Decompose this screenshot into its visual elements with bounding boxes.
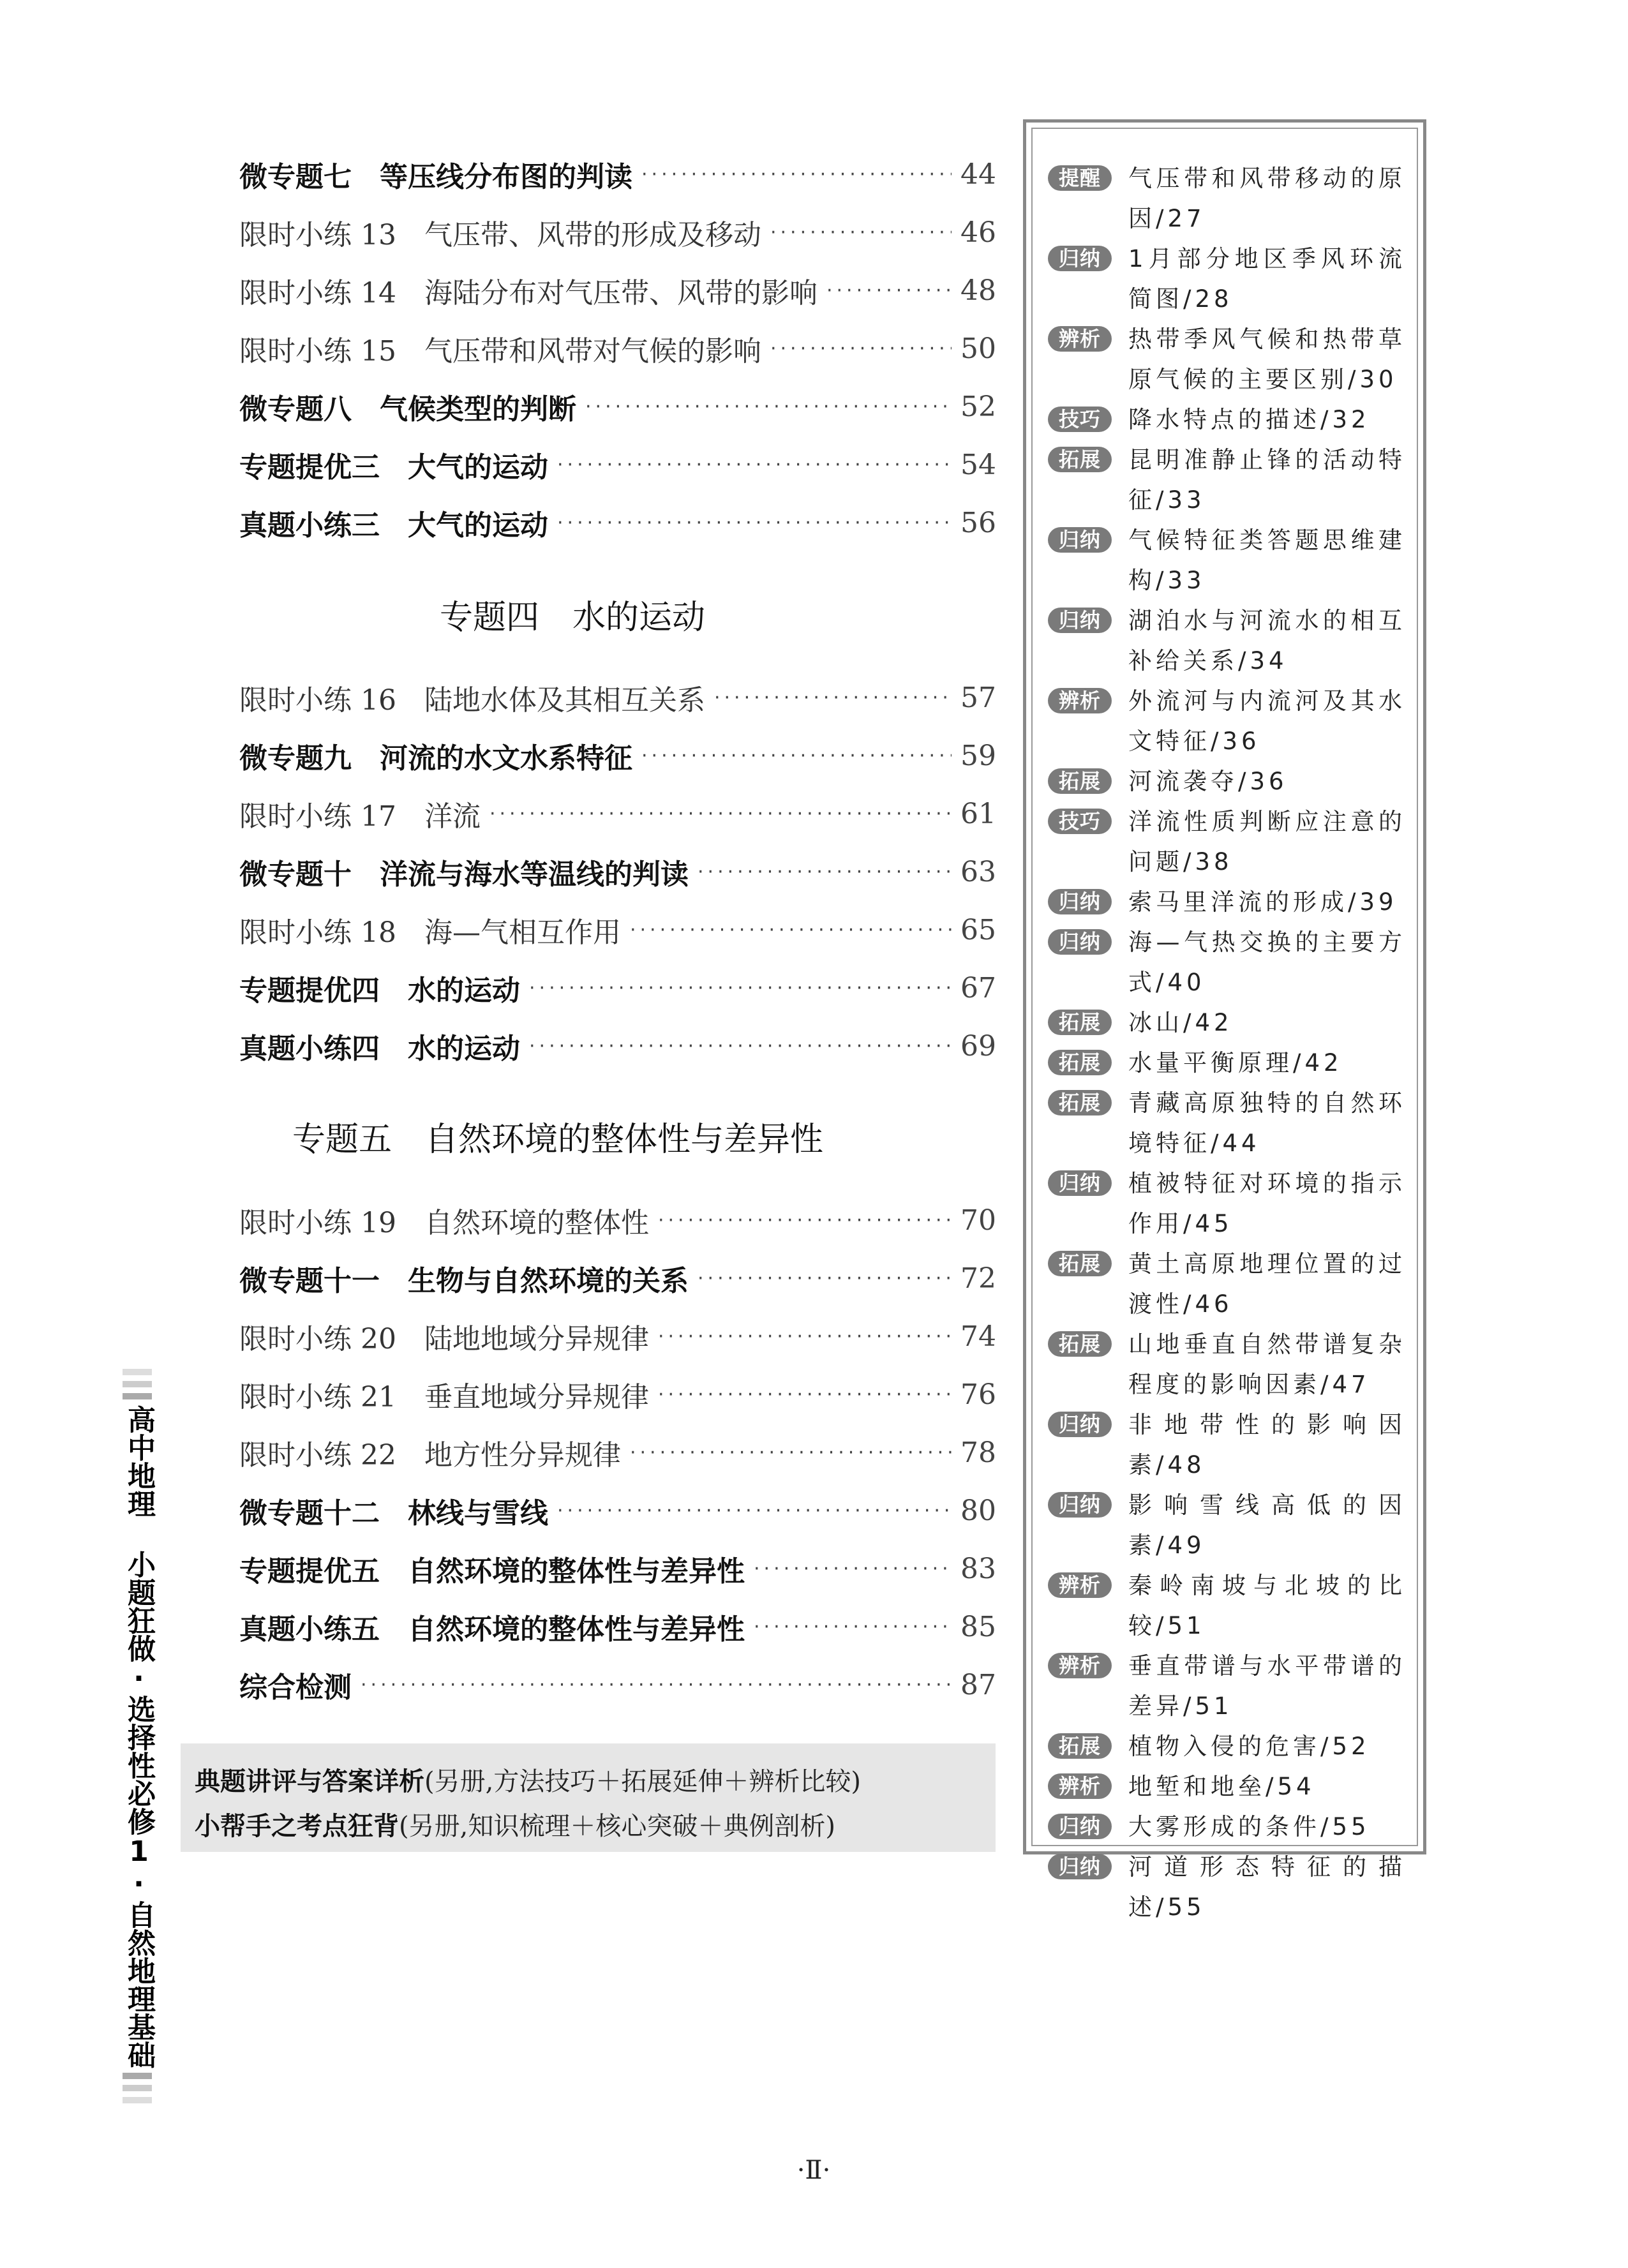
tip-item[interactable] [1048,761,1412,802]
tip-text: 气候特征类答题思维建构/33 [1128,526,1406,594]
toc-entry-page: 67 [960,971,996,1004]
dot-leader [698,1267,952,1290]
decor-bar [123,1381,152,1387]
tip-text: 索马里洋流的形成/39 [1128,888,1398,916]
decor-bar [123,2097,152,2103]
toc-entry-title: 专题提优三 大气的运动 [239,451,548,484]
tip-text: 大雾形成的条件/55 [1128,1813,1370,1840]
dot-leader [658,1325,952,1348]
toc-entry-page: 44 [960,158,996,191]
dot-leader [361,1674,952,1696]
tip-item[interactable] [1048,882,1412,922]
tip-text: 河流袭夺/36 [1128,768,1288,795]
tip-tag-badge: 辨析 [1048,688,1112,713]
toc-entry[interactable] [239,387,996,426]
toc-entry[interactable] [239,1027,996,1065]
dot-leader [557,512,952,534]
toc-entry-title: 微专题十二 林线与雪线 [239,1497,548,1530]
tip-text: 1月部分地区季风环流简图/28 [1128,245,1406,313]
tip-item[interactable] [1048,1807,1412,1847]
toc-entry[interactable] [239,969,996,1007]
toc-entry-page: 85 [960,1610,996,1643]
tip-tag-badge: 拓展 [1048,1251,1112,1276]
toc-entry[interactable] [239,504,996,542]
tip-item[interactable] [1048,399,1412,440]
dot-leader [714,687,952,709]
dot-leader [585,396,952,418]
dot-leader [529,1035,952,1057]
tip-text: 垂直带谱与水平带谱的差异/51 [1128,1652,1406,1720]
toc-entry-page: 83 [960,1552,996,1585]
decor-bar [123,1369,152,1375]
toc-entry-page: 59 [960,739,996,772]
dot-leader [826,280,952,302]
tip-item[interactable] [1048,1565,1412,1646]
tip-item[interactable] [1048,239,1412,319]
tip-text: 降水特点的描述/32 [1128,406,1370,433]
toc-entry[interactable] [239,155,996,193]
toc-entry-title: 微专题十一 生物与自然环境的关系 [239,1265,689,1297]
toc-entry-title: 限时小练 18 海—气相互作用 [239,916,621,949]
toc-entry-page: 63 [960,855,996,888]
supplement-item[interactable]: 小帮手之考点狂背(另册,知识梳理＋核心突破＋典例剖析) [195,1812,835,1841]
toc-entry-page: 72 [960,1262,996,1295]
toc-entry[interactable] [239,736,996,775]
dot-leader [557,1500,952,1522]
toc-entry-page: 50 [960,332,996,365]
toc-entry-page: 87 [960,1668,996,1701]
tip-text: 湖泊水与河流水的相互补给关系/34 [1128,607,1406,675]
toc-entry-title: 专题提优五 自然环境的整体性与差异性 [239,1555,745,1588]
tip-item[interactable] [1048,922,1412,1003]
tip-item[interactable] [1048,1405,1412,1485]
tip-tag-badge: 辨析 [1048,326,1112,352]
section-heading-5: 专题五 自然环境的整体性与差异性 [292,1121,824,1159]
tip-text: 影响雪线高低的因素/49 [1128,1491,1406,1559]
book-title: 高中地理 小题狂做·选择性必修1·自然地理基础 [123,1405,155,2069]
toc-entry-title: 限时小练 20 陆地地域分异规律 [239,1323,649,1355]
tips-sidebar-list [1048,158,1412,1927]
tip-text: 非地带性的影响因素/48 [1128,1411,1406,1479]
dot-leader [557,454,952,476]
dot-leader [630,1442,952,1464]
dot-leader [658,1384,952,1406]
toc-entry[interactable] [239,1491,996,1530]
tip-text: 昆明准静止锋的活动特征/33 [1128,446,1406,514]
tip-item[interactable] [1048,1163,1412,1244]
tip-text: 气压带和风带移动的原因/27 [1128,165,1406,232]
toc-entry-page: 65 [960,913,996,946]
tip-tag-badge: 归纳 [1048,1412,1112,1437]
toc-entry-title: 微专题十 洋流与海水等温线的判读 [239,858,689,891]
toc-entry-page: 46 [960,216,996,249]
toc-entry[interactable] [239,853,996,891]
tip-tag-badge: 拓展 [1048,1050,1112,1075]
tip-tag-badge: 归纳 [1048,1854,1112,1879]
section-heading-4: 专题四 水的运动 [440,599,706,637]
tip-item[interactable] [1048,1847,1412,1927]
toc-entry[interactable] [239,678,996,717]
tip-tag-badge: 提醒 [1048,165,1112,191]
toc-entry-page: 52 [960,390,996,423]
tip-item[interactable] [1048,1324,1412,1405]
toc-entry-title: 限时小练 17 洋流 [239,800,481,833]
tip-item[interactable] [1048,1043,1412,1083]
toc-entry-title: 限时小练 13 气压带、风带的形成及移动 [239,219,761,251]
toc-entry-title: 综合检测 [239,1671,352,1704]
tip-text: 海—气热交换的主要方式/40 [1128,929,1406,996]
tip-text: 外流河与内流河及其水文特征/36 [1128,687,1406,755]
tip-text: 冰山/42 [1128,1009,1233,1036]
toc-entry[interactable] [239,1549,996,1588]
toc-entry[interactable] [239,1433,996,1472]
toc-entry[interactable] [239,795,996,833]
tip-tag-badge: 辨析 [1048,1572,1112,1598]
tip-tag-badge: 归纳 [1048,889,1112,914]
tip-text: 洋流性质判断应注意的问题/38 [1128,808,1406,876]
toc-entry[interactable] [239,1317,996,1355]
tip-text: 地堑和地垒/54 [1128,1773,1315,1800]
toc-entry-page: 56 [960,506,996,539]
toc-entry-page: 61 [960,797,996,830]
tip-item[interactable] [1048,1646,1412,1726]
tip-tag-badge: 拓展 [1048,1010,1112,1035]
toc-entry-title: 专题提优四 水的运动 [239,974,520,1007]
tip-tag-badge: 归纳 [1048,246,1112,271]
decor-bar [123,1393,152,1399]
toc-entry-page: 54 [960,448,996,481]
supplement-box [181,1743,996,1852]
toc-entry[interactable] [239,329,996,368]
tip-tag-badge: 归纳 [1048,1492,1112,1518]
decor-bar [123,2085,152,2091]
tip-tag-badge: 归纳 [1048,1170,1112,1196]
tip-item[interactable] [1048,1766,1412,1807]
toc-entry-page: 74 [960,1320,996,1353]
toc-entry[interactable] [239,911,996,949]
tip-text: 山地垂直自然带谱复杂程度的影响因素/47 [1128,1331,1406,1398]
dot-leader [770,338,952,360]
tip-item[interactable] [1048,1003,1412,1043]
toc-entry[interactable] [239,1259,996,1297]
tip-text: 热带季风气候和热带草原气候的主要区别/30 [1128,325,1406,393]
tip-tag-badge: 辨析 [1048,1773,1112,1799]
toc-entry-title: 限时小练 21 垂直地域分异规律 [239,1381,649,1414]
dot-leader [698,861,952,883]
tip-tag-badge: 拓展 [1048,1733,1112,1759]
dot-leader [754,1616,952,1638]
toc-entry-page: 57 [960,681,996,714]
tip-item[interactable] [1048,319,1412,399]
toc-entry-page: 48 [960,274,996,307]
dot-leader [529,977,952,999]
toc-entry-page: 70 [960,1204,996,1237]
tip-tag-badge: 归纳 [1048,608,1112,633]
dot-leader [754,1558,952,1580]
toc-entry[interactable] [239,445,996,484]
tip-tag-badge: 归纳 [1048,1814,1112,1839]
dot-leader [641,745,952,767]
toc-entry-page: 76 [960,1378,996,1411]
toc-entry[interactable] [239,271,996,310]
tip-tag-badge: 归纳 [1048,929,1112,955]
tip-text: 水量平衡原理/42 [1128,1049,1343,1077]
tip-tag-badge: 技巧 [1048,407,1112,432]
toc-entry-title: 限时小练 14 海陆分布对气压带、风带的影响 [239,277,818,310]
tip-item[interactable] [1048,802,1412,882]
tip-text: 植物入侵的危害/52 [1128,1733,1370,1760]
tip-item[interactable] [1048,601,1412,681]
tip-text: 河道形态特征的描述/55 [1128,1853,1406,1921]
toc-entry[interactable] [239,1608,996,1646]
toc-entry-page: 78 [960,1436,996,1469]
toc-entry[interactable] [239,213,996,251]
toc-entry-title: 限时小练 15 气压带和风带对气候的影响 [239,335,761,368]
dot-leader [658,1209,952,1232]
tip-text: 植被特征对环境的指示作用/45 [1128,1170,1406,1237]
tip-text: 黄土高原地理位置的过渡性/46 [1128,1250,1406,1318]
spine-title [123,1369,155,2109]
dot-leader [630,919,952,941]
toc-entry-title: 微专题八 气候类型的判断 [239,393,576,426]
tip-item[interactable] [1048,1244,1412,1324]
tip-text: 青藏高原独特的自然环境特征/44 [1128,1089,1406,1157]
tip-tag-badge: 拓展 [1048,1090,1112,1115]
tip-item[interactable] [1048,1726,1412,1766]
toc-entry-page: 69 [960,1029,996,1063]
dot-leader [770,221,952,244]
supplement-item[interactable]: 典题讲评与答案详析(另册,方法技巧＋拓展延伸＋辨析比较) [195,1767,861,1796]
toc-entry-title: 限时小练 16 陆地水体及其相互关系 [239,684,705,717]
toc-entry-title: 真题小练三 大气的运动 [239,509,548,542]
tip-tag-badge: 拓展 [1048,447,1112,472]
toc-entry-title: 真题小练五 自然环境的整体性与差异性 [239,1613,745,1646]
toc-entry[interactable] [239,1201,996,1239]
page-number: ·Ⅱ· [796,2156,831,2185]
tip-item[interactable] [1048,1485,1412,1565]
toc-entry[interactable] [239,1666,996,1704]
toc-entry-title: 微专题七 等压线分布图的判读 [239,161,632,193]
toc-entry-page: 80 [960,1494,996,1527]
tip-tag-badge: 拓展 [1048,1331,1112,1357]
tip-tag-badge: 技巧 [1048,809,1112,834]
tip-item[interactable] [1048,681,1412,761]
toc-entry-title: 限时小练 19 自然环境的整体性 [239,1207,649,1239]
dot-leader [489,803,952,825]
toc-entry-title: 限时小练 22 地方性分异规律 [239,1439,621,1472]
tip-item[interactable] [1048,440,1412,520]
tip-item[interactable] [1048,1083,1412,1163]
decor-bar [123,2073,152,2079]
toc-entry[interactable] [239,1375,996,1414]
tip-text: 秦岭南坡与北坡的比较/51 [1128,1572,1406,1639]
tip-tag-badge: 拓展 [1048,768,1112,794]
tip-tag-badge: 辨析 [1048,1653,1112,1678]
tip-item[interactable] [1048,520,1412,601]
dot-leader [641,163,952,186]
toc-entry-title: 微专题九 河流的水文水系特征 [239,742,632,775]
tip-tag-badge: 归纳 [1048,527,1112,553]
tip-item[interactable] [1048,158,1412,239]
toc-entry-title: 真题小练四 水的运动 [239,1033,520,1065]
